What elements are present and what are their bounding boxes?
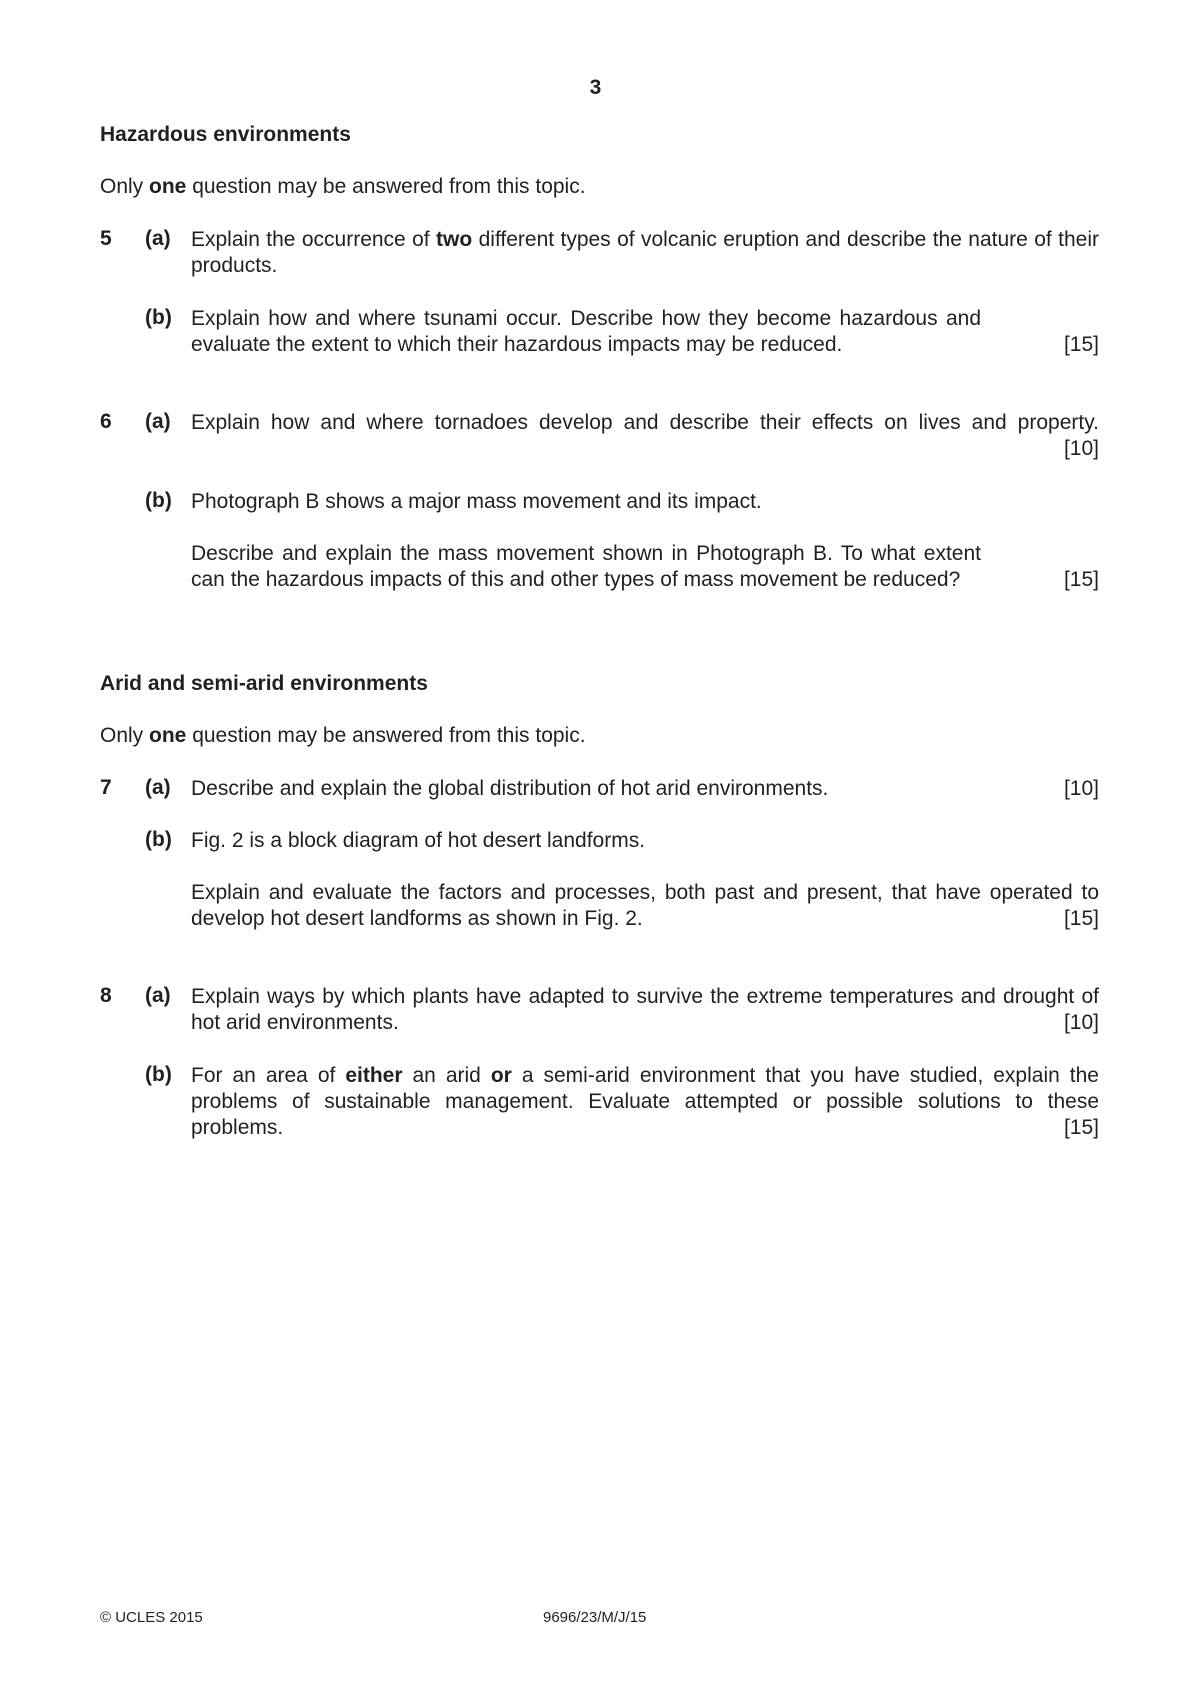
- section-instruction-arid: Only one question may be answered from this topic.: [100, 724, 586, 747]
- section-instruction-hazardous: Only one question may be answered from this topic.: [100, 175, 586, 198]
- question-number-6: 6: [100, 410, 112, 433]
- question-7b-text: Explain and evaluate the factors and processes, both past and present, that have operated to develop hot desert landforms as shown in Fig. 2.: [191, 881, 1099, 930]
- question-7b-label: (b): [145, 828, 172, 851]
- question-8a-mark: [10]: [1063, 1011, 1099, 1034]
- question-8b-text: For an area of either an arid or a semi-arid environment that you have studied, explain the problems of sustainable management. Evaluate attempted or possible solutions to these problems.: [191, 1064, 1099, 1139]
- question-number-7: 7: [100, 776, 112, 799]
- question-8a-label: (a): [145, 984, 171, 1007]
- question-6a-mark: [10]: [1063, 437, 1099, 460]
- section-heading-hazardous: Hazardous environments: [100, 123, 351, 146]
- question-8a-text: Explain ways by which plants have adapted to survive the extreme temperatures and drought of hot arid environments.: [191, 985, 1099, 1034]
- question-5b-label: (b): [145, 306, 172, 329]
- question-7a-text: Describe and explain the global distribution of hot arid environments.: [191, 777, 829, 800]
- question-6b-label: (b): [145, 489, 172, 512]
- question-7a-label: (a): [145, 776, 171, 799]
- question-6a-text: Explain how and where tornadoes develop and describe their effects on lives and property.: [191, 411, 1099, 434]
- page-number: 3: [589, 76, 602, 99]
- question-number-5: 5: [100, 227, 112, 250]
- footer-copyright: © UCLES 2015: [100, 1609, 203, 1626]
- question-8b-mark: [15]: [1063, 1116, 1099, 1139]
- question-6a-label: (a): [145, 410, 171, 433]
- footer-paper-code: 9696/23/M/J/15: [543, 1609, 647, 1626]
- question-5a-label: (a): [145, 227, 171, 250]
- question-6b-intro: Photograph B shows a major mass movement and its impact.: [191, 490, 762, 513]
- question-5b-text: Explain how and where tsunami occur. Describe how they become hazardous and evaluate the extent to which their hazardous impacts may be reduced.: [191, 307, 981, 356]
- question-7b-intro: Fig. 2 is a block diagram of hot desert landforms.: [191, 829, 646, 852]
- question-6b-mark: [15]: [1063, 568, 1099, 591]
- question-7a-mark: [10]: [1063, 777, 1099, 800]
- question-number-8: 8: [100, 984, 112, 1007]
- question-5b-mark: [15]: [1063, 333, 1099, 356]
- question-6b-text: Describe and explain the mass movement shown in Photograph B. To what extent can the hazardous impacts of this and other types of mass movement be reduced?: [191, 542, 981, 591]
- question-8b-label: (b): [145, 1063, 172, 1086]
- question-5a-text: Explain the occurrence of two different types of volcanic eruption and describe the nature of their products.: [191, 228, 1099, 277]
- section-heading-arid: Arid and semi-arid environments: [100, 672, 428, 695]
- question-7b-mark: [15]: [1063, 907, 1099, 930]
